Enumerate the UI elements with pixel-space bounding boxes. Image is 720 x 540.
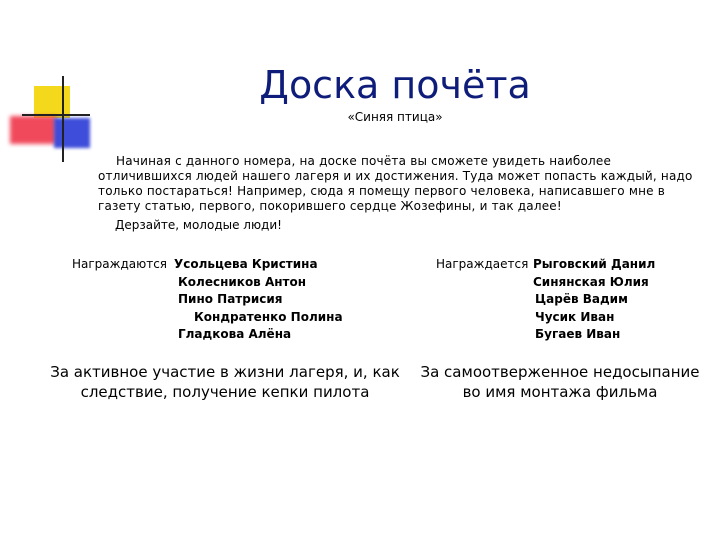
award-names-list [174,256,343,344]
award-label: Награждаются [72,257,168,271]
page-subtitle: «Синяя птица» [347,110,443,124]
award-name: Рыговский Данил [533,257,656,271]
award-label: Награждается [436,257,529,271]
award-name: Колесников Антон [178,274,307,289]
dare-line: Дерзайте, молодые люди! [115,218,282,232]
page-title: Доска почёта [259,63,531,107]
intro-line: Начиная с данного номера, на доске почёта вы сможете увидеть наиболее [116,154,612,168]
left-award-block [72,256,372,346]
award-name: Пино Патрисия [178,292,283,306]
award-name: Гладкова Алёна [178,327,292,341]
right-award-reason: За самоотверженное недосыпание во имя монтажа фильма [420,363,700,401]
intro-line: только постараться! Например, сюда я помещу первого человека, написавшего мне в [98,184,665,198]
award-name: Синянская Юлия [533,274,649,289]
left-award-reason: За активное участие в жизни лагеря, и, как следствие, получение кепки пилота [50,363,400,401]
intro-line: газету статью, первого, покорившего сердце Жозефины, и так далее! [98,199,562,213]
award-name: Бугаев Иван [535,327,621,341]
award-name: Чусик Иван [535,309,615,324]
award-name: Усольцева Кристина [174,257,318,271]
award-names-list [533,256,655,344]
award-name: Царёв Вадим [535,292,628,306]
intro-paragraph [98,154,698,214]
award-name: Кондратенко Полина [194,309,343,324]
intro-line: отличившихся людей нашего лагеря и их достижения. Туда может попасть каждый, надо [98,169,693,183]
right-award-block [436,256,716,346]
